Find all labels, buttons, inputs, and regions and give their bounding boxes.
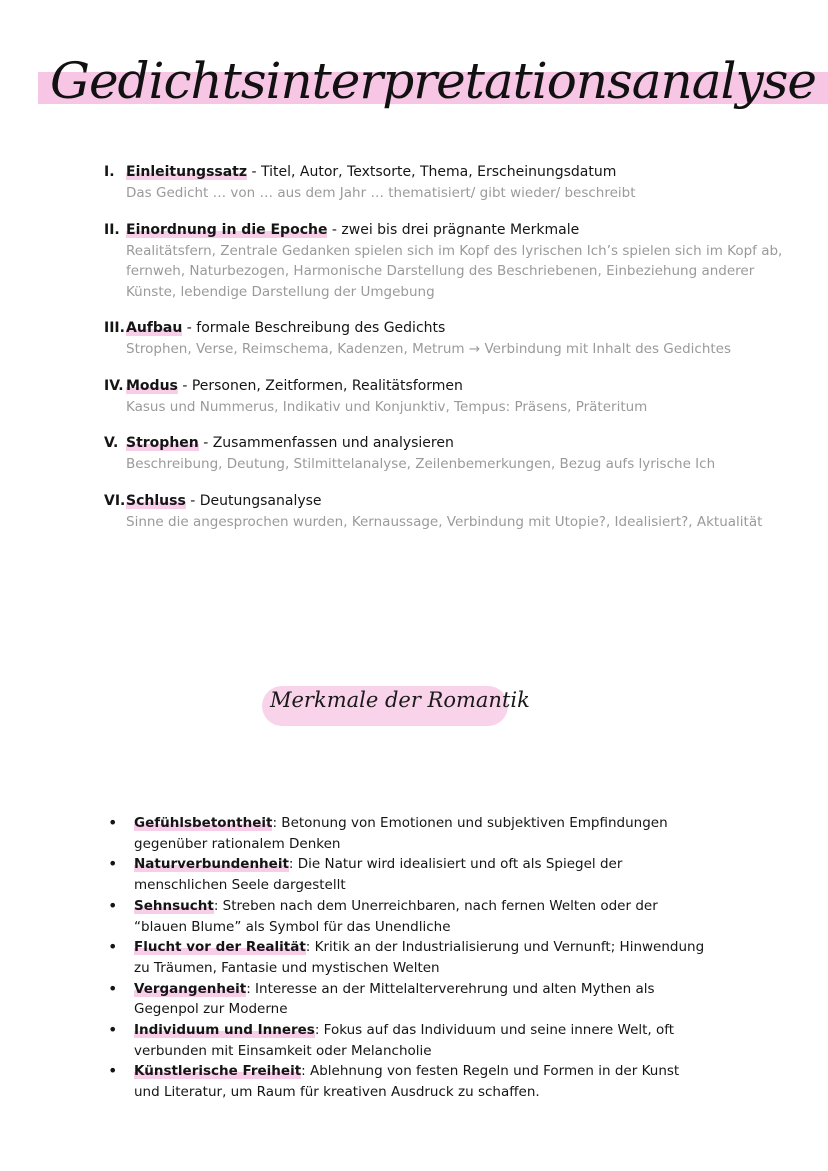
list-item bbox=[106, 937, 706, 978]
section-heading bbox=[104, 318, 784, 339]
feature-text: : Ablehnung von festen Regeln und Formen in der Kunst und Literatur, um Raum für kreativen Ausdruck zu schaffen. bbox=[134, 1063, 680, 1101]
outline-section bbox=[104, 318, 784, 360]
section-numeral: V. bbox=[104, 435, 119, 451]
section-numeral: IV. bbox=[104, 377, 124, 394]
romantik-feature-list bbox=[106, 813, 706, 1103]
section-heading bbox=[104, 376, 784, 397]
feature-keyword: Naturverbundenheit bbox=[134, 856, 289, 873]
page-title: Gedichtsinterpretationsanalyse bbox=[50, 52, 817, 110]
analysis-outline bbox=[104, 162, 784, 548]
section-details: Strophen, Verse, Reimschema, Kadenzen, Metrum → Verbindung mit Inhalt des Gedichtes bbox=[126, 341, 732, 357]
section-keyword: Einleitungssatz bbox=[126, 164, 248, 180]
outline-section bbox=[104, 491, 784, 533]
feature-keyword: Künstlerische Freiheit bbox=[134, 1063, 302, 1080]
section-keyword: Strophen bbox=[126, 435, 199, 451]
bullet-icon: • bbox=[108, 1020, 118, 1040]
section-numeral: II. bbox=[104, 221, 120, 238]
bullet-icon: • bbox=[108, 854, 118, 874]
section-summary: - Zusammenfassen und analysieren bbox=[198, 435, 454, 451]
section-heading bbox=[104, 433, 784, 454]
section-heading bbox=[104, 220, 784, 241]
bullet-icon: • bbox=[108, 978, 118, 998]
section-keyword: Einordnung in die Epoche bbox=[126, 221, 328, 238]
list-item bbox=[106, 1061, 706, 1102]
feature-keyword: Gefühlsbetontheit bbox=[134, 815, 273, 831]
feature-keyword: Individuum und Inneres bbox=[134, 1022, 315, 1039]
section-details: Das Gedicht … von … aus dem Jahr … thematisiert/ gibt wieder/ beschreibt bbox=[126, 185, 636, 201]
section-summary: - Personen, Zeitformen, Realitätsformen bbox=[177, 377, 463, 394]
section-details: Sinne die angesprochen wurden, Kernaussage, Verbindung mit Utopie?, Idealisiert?, Aktualität bbox=[126, 513, 763, 530]
feature-text: : Betonung von Emotionen und subjektiven Empfindungen gegenüber rationalem Denken bbox=[134, 815, 668, 852]
section-details: Kasus und Nummerus, Indikativ und Konjunktiv, Tempus: Präsens, Präteritum bbox=[126, 398, 648, 415]
feature-text: : Interesse an der Mittelalterverehrung und alten Mythen als Gegenpol zur Moderne bbox=[134, 980, 655, 1018]
section-keyword: Modus bbox=[126, 377, 178, 394]
feature-keyword: Flucht vor der Realität bbox=[134, 939, 306, 956]
feature-text: : Streben nach dem Unerreichbaren, nach fernen Welten oder der “blauen Blume” als Symbol für das Unendliche bbox=[134, 897, 658, 935]
feature-text: : Die Natur wird idealisiert und oft als Spiegel der menschlichen Seele dargestellt bbox=[134, 856, 623, 894]
feature-keyword: Sehnsucht bbox=[134, 897, 214, 914]
bullet-icon: • bbox=[108, 895, 118, 915]
list-item bbox=[106, 896, 706, 937]
section-heading bbox=[104, 162, 784, 183]
bullet-icon: • bbox=[108, 937, 118, 957]
list-item bbox=[106, 854, 706, 895]
outline-section bbox=[104, 433, 784, 475]
section-subtitle: Merkmale der Romantik bbox=[270, 688, 530, 712]
section-details: Realitätsfern, Zentrale Gedanken spielen sich im Kopf des lyrischen Ich’s spielen sich im Kopf ab, fernweh, Naturbezogen, Harmonische Darstellung des Beschriebenen, Einbeziehung anderer Künste, lebendige Darstellung der Umgebung bbox=[126, 242, 783, 300]
section-numeral: III. bbox=[104, 320, 125, 336]
list-item bbox=[106, 1020, 706, 1061]
section-details: Beschreibung, Deutung, Stilmittelanalyse, Zeilenbemerkungen, Bezug aufs lyrische Ich bbox=[126, 456, 716, 472]
section-summary: - formale Beschreibung des Gedichts bbox=[182, 320, 446, 336]
feature-text: : Fokus auf das Individuum und seine innere Welt, oft verbunden mit Einsamkeit oder Melancholie bbox=[134, 1022, 675, 1059]
section-numeral: VI. bbox=[104, 492, 126, 509]
list-item bbox=[106, 813, 706, 854]
feature-keyword: Vergangenheit bbox=[134, 980, 247, 997]
section-keyword: Schluss bbox=[126, 492, 186, 509]
feature-text: : Kritik an der Industrialisierung und Vernunft; Hinwendung zu Träumen, Fantasie und mystischen Welten bbox=[134, 939, 705, 976]
section-summary: - Deutungsanalyse bbox=[185, 492, 322, 509]
bullet-icon: • bbox=[108, 813, 118, 832]
section-keyword: Aufbau bbox=[126, 320, 183, 336]
list-item bbox=[106, 979, 706, 1020]
section-heading bbox=[104, 491, 784, 512]
section-summary: - zwei bis drei prägnante Merkmale bbox=[327, 221, 580, 238]
section-numeral: I. bbox=[104, 164, 115, 180]
outline-section bbox=[104, 376, 784, 418]
bullet-icon: • bbox=[108, 1061, 118, 1081]
section-summary: - Titel, Autor, Textsorte, Thema, Erscheinungsdatum bbox=[247, 164, 617, 180]
outline-section bbox=[104, 220, 784, 303]
outline-section bbox=[104, 162, 784, 204]
